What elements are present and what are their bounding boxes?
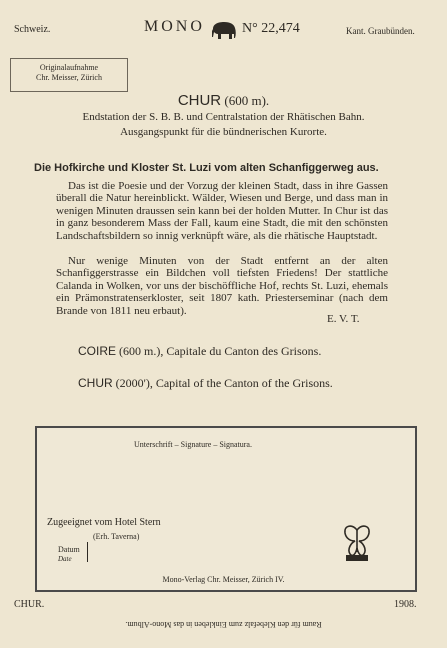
english-town-name: CHUR	[78, 376, 113, 390]
datum-label: Datum	[58, 545, 80, 554]
town-name: CHUR	[177, 92, 222, 109]
town-line1: Endstation der S. B. B. und Centralstation der Rhätischen Bahn.	[82, 111, 365, 123]
publisher-line: Mono-Verlag Chr. Meisser, Zürich IV.	[162, 575, 285, 584]
header-country: Schweiz.	[14, 24, 51, 35]
elephant-logo-icon	[210, 20, 238, 40]
french-rest: (600 m.), Capitale du Canton des Grisons.	[119, 344, 322, 358]
photo-credit-line1: Originalaufnahme	[39, 63, 99, 72]
signature-label: Unterschrift – Signature – Signatura.	[134, 440, 252, 449]
town-heading	[0, 92, 447, 109]
article-paragraph-1: Das ist die Poesie und der Vorzug der kleinen Stadt, dass in ihre Gassen überall die Natur hereinblickt. Wälder, Wiesen und Berge, und dass man in wenigen Minuten draussen sein kann bei der holden Mutter. In Chur ist das in ganz besonderem Mass der Fall, kaum eine Stadt, die mit den schönsten Landschaftsbildern so innig verknüpft wäre, als die rhätische Hauptstadt.	[56, 180, 388, 242]
date-separator	[87, 542, 88, 562]
butterfly-emblem-icon	[340, 522, 374, 564]
photo-credit-box	[10, 58, 128, 92]
article-title: Die Hofkirche und Kloster St. Luzi vom alten Schanfiggerweg aus.	[34, 162, 379, 174]
hotel-dedication: Zugeeignet vom Hotel Stern	[47, 517, 161, 528]
article-paragraph-2: Nur wenige Minuten von der Stadt entfernt an der alten Schanfiggerstrasse ein Bildchen voll tiefsten Friedens! Der stattliche Calanda in Wolken, vor uns der bischöffliche Hof, rechts St. Luzi, ehemals ein Prämonstratenserkloster, seit 1807 kath. Priesterseminar (nach dem Brande von 1811 neu erbaut).	[56, 255, 388, 317]
photo-credit-line2: Chr. Meisser, Zürich	[36, 73, 102, 82]
signature-box	[35, 426, 417, 592]
french-town-name: COIRE	[78, 344, 117, 358]
english-caption	[78, 376, 333, 391]
english-rest: (2000'), Capital of the Canton of the Grisons.	[115, 376, 333, 390]
header-series: MONO	[144, 18, 205, 35]
date-label: Date	[58, 555, 72, 563]
town-altitude: (600 m).	[224, 93, 270, 108]
album-mounting-note: Raum für den Klebefalz zum Einkleben in das Mono-Album.	[125, 620, 322, 629]
article-signature: E. V. T.	[327, 313, 360, 325]
header-canton: Kant. Graubünden.	[346, 26, 415, 36]
hotel-owner: (Erh. Taverna)	[93, 532, 140, 541]
town-line2: Ausgangspunkt für die bündnerischen Kurorte.	[120, 126, 327, 138]
header-number: N° 22,474	[242, 21, 300, 36]
french-caption	[78, 344, 321, 359]
footer-year: 1908.	[394, 599, 417, 610]
footer-town: CHUR.	[14, 599, 45, 610]
